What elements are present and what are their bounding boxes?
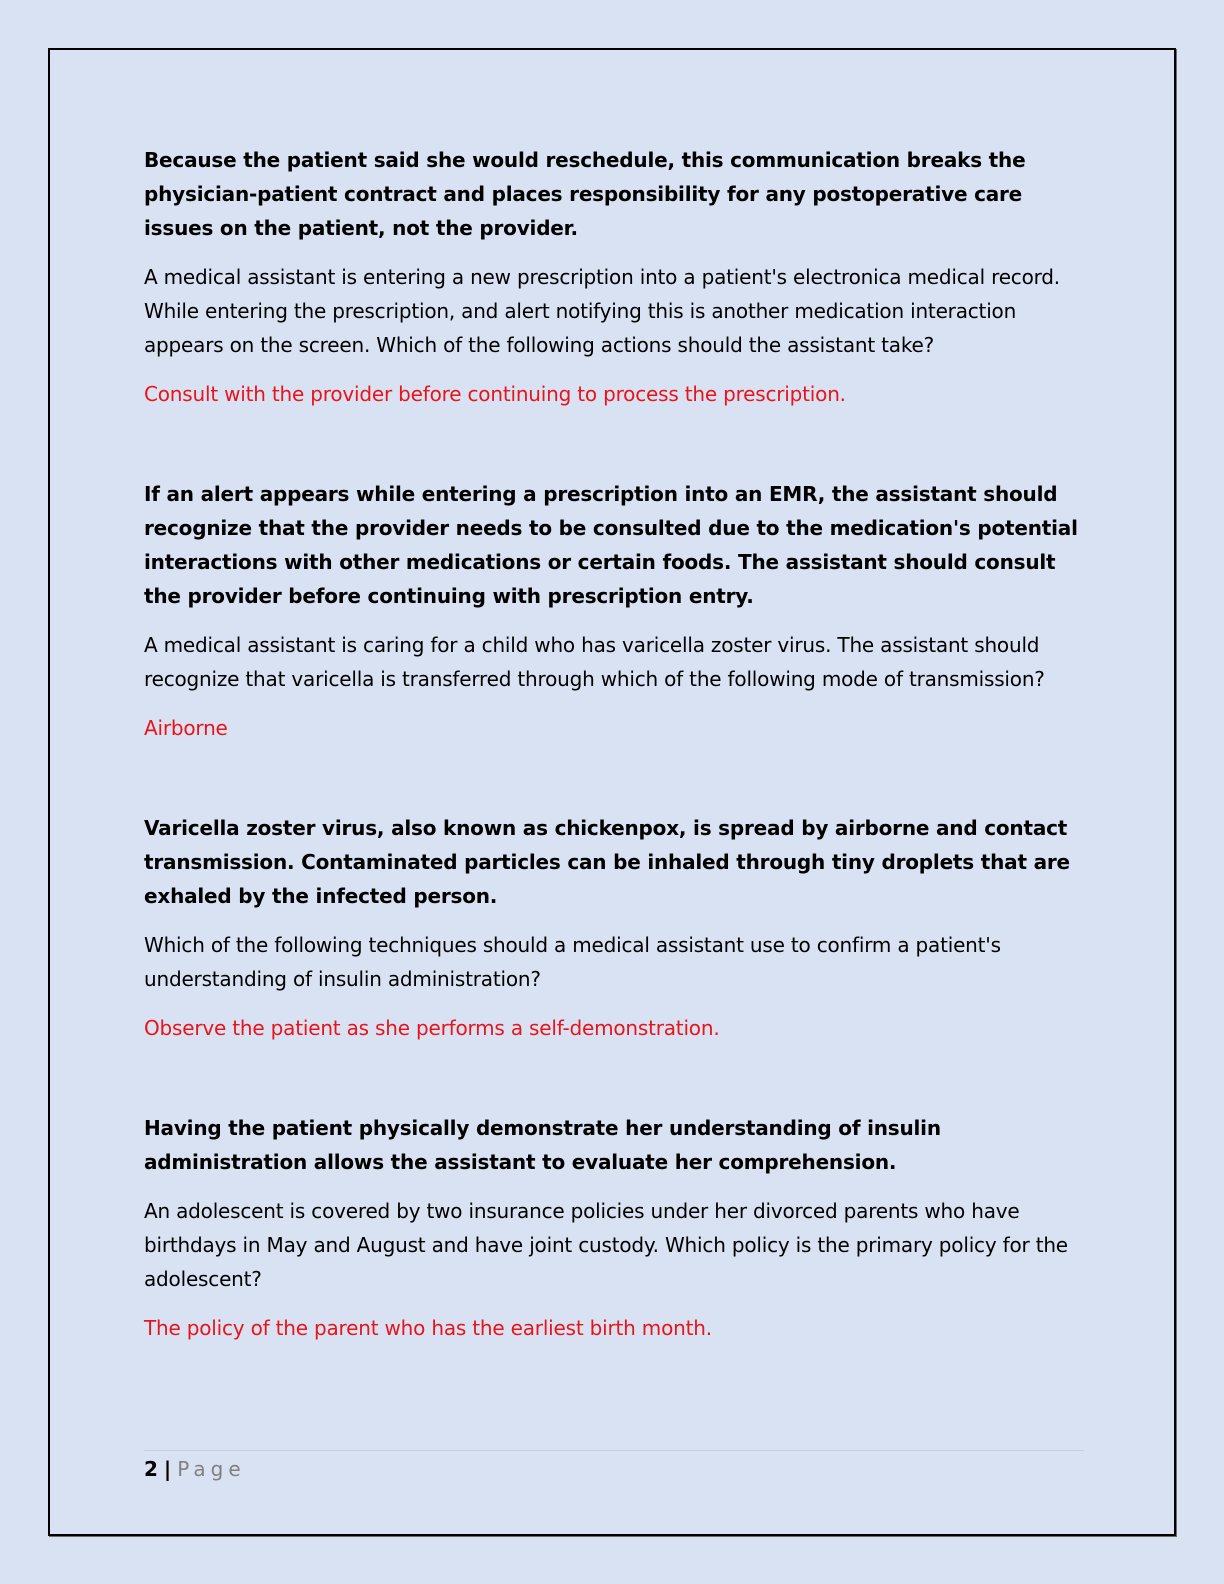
explanation-paragraph: If an alert appears while entering a prescription into an EMR, the assistant should recognize that the provider needs to be consulted due to the medication's potential interactions with other medications or certain foods. The assistant should consult the provider before continuing with prescription entry.: [144, 482, 1078, 608]
document-body: [144, 143, 1084, 1345]
answer-paragraph: The policy of the parent who has the earliest birth month.: [144, 1316, 712, 1340]
explanation-paragraph: Having the patient physically demonstrate her understanding of insulin administration allows the assistant to evaluate her comprehension.: [144, 1116, 941, 1174]
question-paragraph: A medical assistant is entering a new prescription into a patient's electronica medical record. While entering the prescription, and alert notifying this is another medication interaction appears on the screen. Which of the following actions should the assistant take?: [144, 265, 1060, 357]
explanation-paragraph: Because the patient said she would reschedule, this communication breaks the physician-patient contract and places responsibility for any postoperative care issues on the patient, not the provider.: [144, 148, 1026, 240]
footer-separator: |: [163, 1457, 172, 1481]
footer-divider: [144, 1450, 1084, 1451]
answer-paragraph: Airborne: [144, 716, 228, 740]
page-number: 2: [144, 1457, 158, 1481]
explanation-paragraph: Varicella zoster virus, also known as chickenpox, is spread by airborne and contact transmission. Contaminated particles can be inhaled through tiny droplets that are exhaled by the infected person.: [144, 816, 1070, 908]
question-paragraph: Which of the following techniques should a medical assistant use to confirm a patient's understanding of insulin administration?: [144, 933, 1001, 991]
page-footer: [144, 1454, 246, 1484]
question-paragraph: A medical assistant is caring for a child who has varicella zoster virus. The assistant should recognize that varicella is transferred through which of the following mode of transmission?: [144, 633, 1045, 691]
question-paragraph: An adolescent is covered by two insurance policies under her divorced parents who have birthdays in May and August and have joint custody. Which policy is the primary policy for the adolescent?: [144, 1199, 1068, 1291]
page-label: Page: [177, 1457, 246, 1481]
answer-paragraph: Observe the patient as she performs a self-demonstration.: [144, 1016, 720, 1040]
answer-paragraph: Consult with the provider before continuing to process the prescription.: [144, 382, 846, 406]
